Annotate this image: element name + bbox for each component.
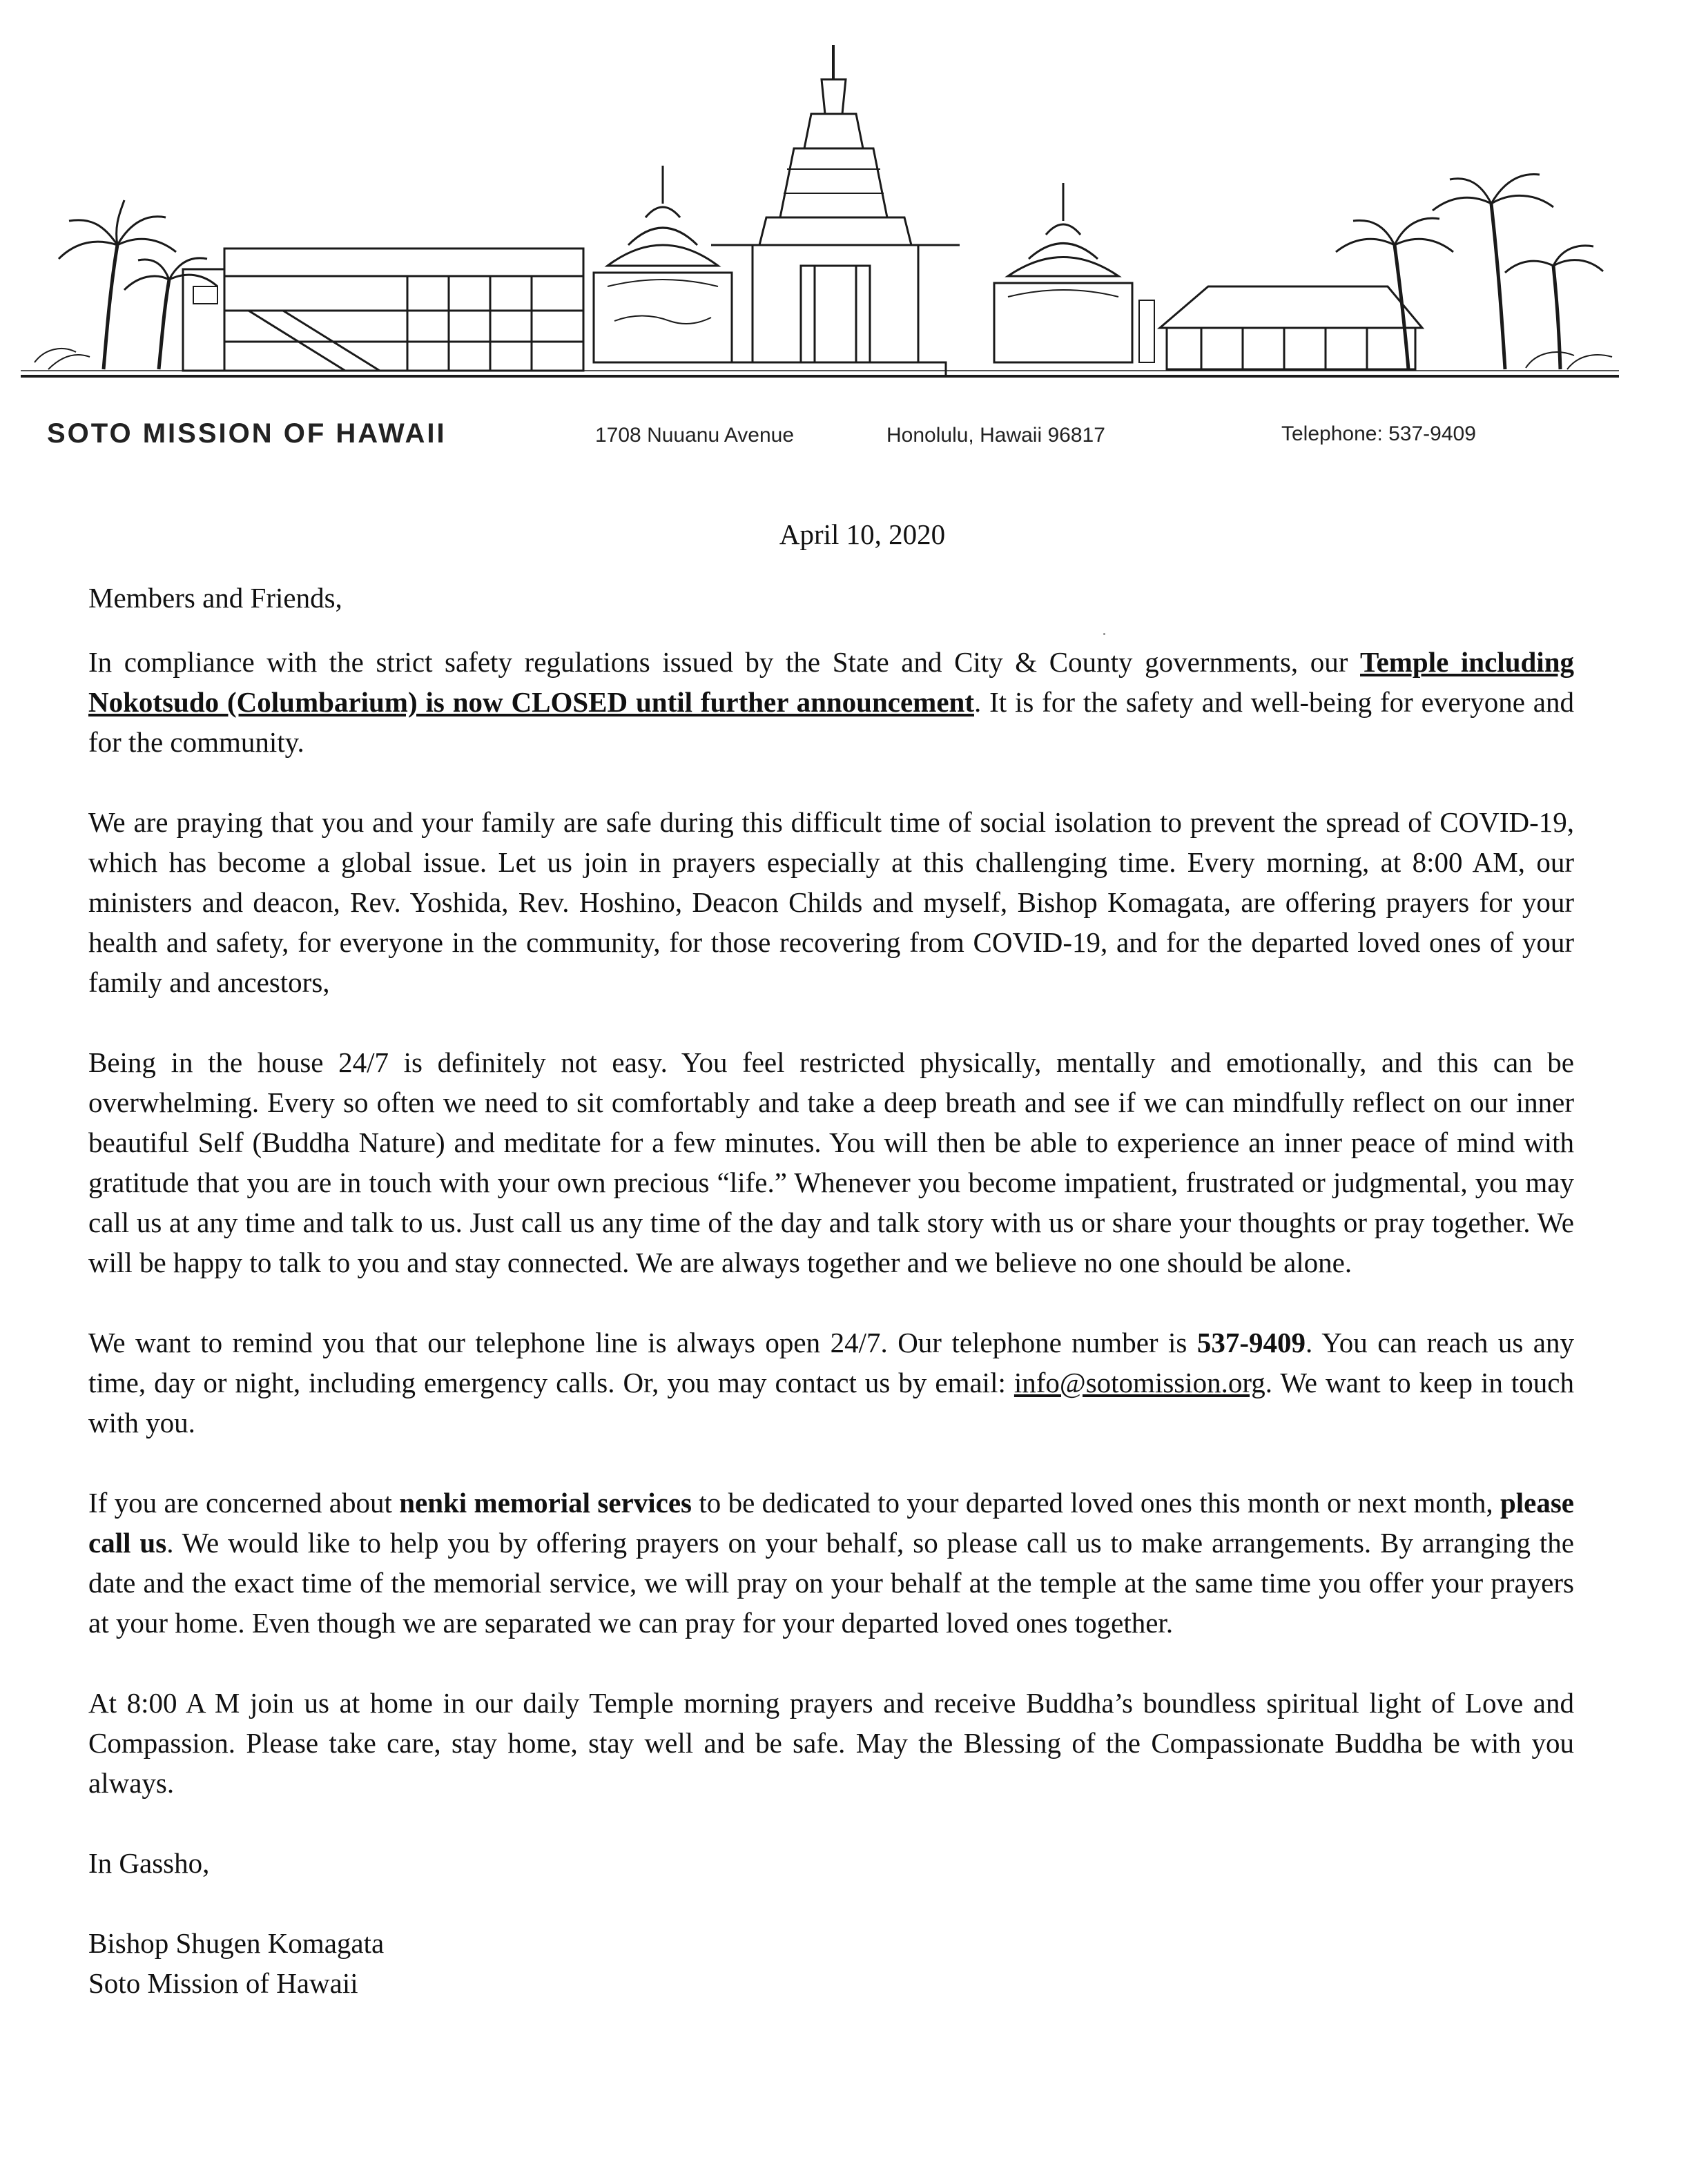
paragraph-contact bbox=[88, 1323, 1574, 1443]
p4-text-start: We want to remind you that our telephone line is always open 24/7. Our telephone number is bbox=[88, 1327, 1197, 1358]
p4-text-middle: . You can reach us any time, day or night, including emergency calls. Or, you may contact us by email: bbox=[88, 1327, 1574, 1398]
left-palm-trees-icon bbox=[35, 200, 217, 369]
paragraph-blessing: At 8:00 A M join us at home in our daily Temple morning prayers and receive Buddha’s boundless spiritual light of Love and Compassion. Please take care, stay home, stay well and be safe. May the Blessing of the Compassionate Buddha be with you always. bbox=[88, 1687, 1574, 1799]
contact-email-link[interactable]: info@sotomission.org bbox=[1013, 1367, 1265, 1398]
letter-date: April 10, 2020 bbox=[779, 518, 946, 550]
paragraph-memorial-services bbox=[88, 1483, 1574, 1643]
central-tower-icon bbox=[711, 45, 960, 376]
signer-name: Bishop Shugen Komagata bbox=[88, 1927, 385, 1959]
street-address: 1708 Nuuanu Avenue bbox=[595, 424, 795, 447]
p5-text-end: . We would like to help you by offering prayers on your behalf, so please call us to make arrangements. By arranging the date and the exact time of the memorial service, we will pray on your behalf at the temple at the same time you offer your prayers at your home. Even though we are separated we can pray for your departed loved ones together. bbox=[88, 1527, 1574, 1639]
nenki-memorial-services: nenki memorial services bbox=[399, 1487, 692, 1519]
paragraph-prayers: We are praying that you and your family are safe during this difficult time of social isolation to prevent the spread of COVID-19, which has become a global issue. Let us join in prayers especially at this challenging time. Every morning, at 8:00 AM, our ministers and deacon, Rev. Yoshida, Rev. Hoshino, Deacon Childs and myself, Bishop Komagata, are offering prayers for your health and safety, for everyone in the community, for those recovering from COVID-19, and for the departed loved ones of your family and ancestors, bbox=[88, 806, 1574, 998]
paragraph-closure-notice bbox=[88, 642, 1574, 762]
p1-text-start: In compliance with the strict safety regulations issued by the State and City & County governments, our bbox=[88, 646, 1360, 678]
right-palm-trees-icon bbox=[1336, 174, 1612, 369]
p4-text-end: . We want to keep in touch with you. bbox=[88, 1367, 1574, 1439]
salutation: Members and Friends, bbox=[88, 582, 342, 614]
p1-text-end: . It is for the safety and well-being for everyone and for the community. bbox=[88, 686, 1575, 758]
org-name: SOTO MISSION OF HAWAII bbox=[47, 418, 447, 449]
right-stupa-icon bbox=[994, 183, 1154, 362]
closure-announcement: Temple including Nokotsudo (Columbarium) is now CLOSED until further announcement bbox=[88, 646, 1575, 718]
letter-body bbox=[88, 514, 1574, 2003]
letterhead bbox=[0, 418, 1688, 460]
p5-text-start: If you are concerned about bbox=[88, 1487, 400, 1519]
p5-text-middle: to be dedicated to your departed loved ones this month or next month, bbox=[692, 1487, 1500, 1519]
header-telephone: Telephone: 537-9409 bbox=[1281, 422, 1476, 445]
signer-organization: Soto Mission of Hawaii bbox=[88, 1967, 358, 1999]
city-address: Honolulu, Hawaii 96817 bbox=[886, 424, 1105, 447]
closing: In Gassho, bbox=[88, 1847, 210, 1879]
temple-masthead-illustration bbox=[21, 38, 1619, 383]
please-call-us: please call us bbox=[88, 1487, 1574, 1559]
contact-phone-number: 537-9409 bbox=[1196, 1327, 1306, 1358]
left-stupa-icon bbox=[594, 166, 732, 362]
right-building-icon bbox=[1160, 286, 1422, 369]
paragraph-staying-home: Being in the house 24/7 is definitely not easy. You feel restricted physically, mentally and emotionally, and this can be overwhelming. Every so often we need to sit comfortably and take a deep breath and see if we can mindfully reflect on our inner beautiful Self (Buddha Nature) and meditate for a few minutes. You will then be able to experience an inner peace of mind with gratitude that you are in touch with your own precious “life.” Whenever you become impatient, frustrated or judgmental, you may call us at any time and talk to us. Just call us any time of the day and talk story with us or share your thoughts or pray together. We will be happy to talk to you and stay connected. We are always together and we believe no one should be alone. bbox=[88, 1046, 1574, 1278]
left-building-icon bbox=[183, 248, 583, 371]
